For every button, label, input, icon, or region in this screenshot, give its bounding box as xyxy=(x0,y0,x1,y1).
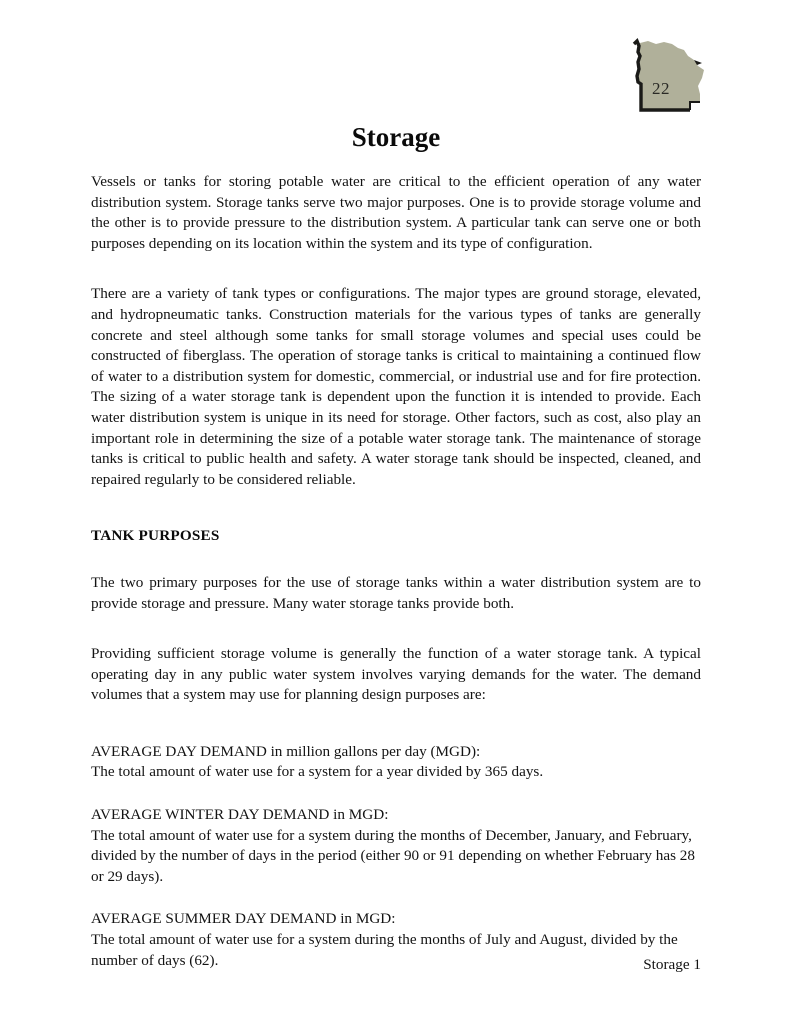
page-footer: Storage 1 xyxy=(643,956,701,973)
paragraph-tank-purposes-1: The two primary purposes for the use of storage tanks within a water distribution system are to provide storage and pressure. Many water storage tanks provide both. xyxy=(91,573,701,612)
chapter-number: 22 xyxy=(652,79,670,98)
minnesota-state-badge xyxy=(628,36,708,120)
definition-body: The total amount of water use for a system during the months of July and August, divided by the number of days (62). xyxy=(91,931,678,969)
definition-body: The total amount of water use for a system during the months of December, January, and February, divided by the number of days in the period (either 90 or 91 depending on whether February has 28 or 29 days). xyxy=(91,826,695,885)
paragraph-tank-purposes-2: Providing sufficient storage volume is generally the function of a water storage tank. A typical operating day in any public water system involves varying demands for the water. The demand volumes that a system may use for planning design purposes are: xyxy=(91,645,701,704)
paragraph-tank-types: There are a variety of tank types or configurations. The major types are ground storage, elevated, and hydropneumatic tanks. Construction materials for the various types of tanks are generally concrete and steel although some tanks for small storage volumes and special uses could be constructed of fiberglass. The operation of storage tanks is critical to maintaining a continued flow of water to a distribution system for domestic, commercial, or industrial use and for fire protection. The sizing of a water storage tank is dependent upon the function it is intended to provide. Each water distribution system is unique in its need for storage. Other factors, such as cost, also play an important role in determining the size of a potable water storage tank. The maintenance of storage tanks is critical to public health and safety. A water storage tank should be inspected, cleaned, and repaired regularly to be considered reliable. xyxy=(91,285,701,488)
paragraph-spacer-2 xyxy=(91,628,701,644)
definition-item xyxy=(91,742,701,783)
definition-spacer-1 xyxy=(91,783,701,805)
heading-spacer xyxy=(91,547,701,573)
definition-body: The total amount of water use for a system for a year divided by 365 days. xyxy=(91,763,544,781)
definitions-spacer xyxy=(91,720,701,742)
page-title: Storage xyxy=(351,122,441,152)
definition-term: AVERAGE SUMMER DAY DEMAND in MGD: xyxy=(91,910,396,928)
definition-spacer-2 xyxy=(91,887,701,909)
document-content xyxy=(91,172,701,971)
paragraph-intro: Vessels or tanks for storing potable water are critical to the efficient operation of any water distribution system. Storage tanks serve two major purposes. One is to provide storage volume and the other is to provide pressure to the distribution system. A particular tank can serve one or both purposes depending on its location within the system and its type of configuration. xyxy=(91,173,701,252)
definition-term: AVERAGE DAY DEMAND in million gallons per day (MGD): xyxy=(91,742,481,760)
section-heading-tank-purposes: TANK PURPOSES xyxy=(91,527,220,545)
definition-item xyxy=(91,805,701,887)
minnesota-state-outline-icon xyxy=(628,36,708,120)
definition-term: AVERAGE WINTER DAY DEMAND in MGD: xyxy=(91,806,389,824)
section-spacer xyxy=(91,504,701,526)
paragraph-spacer xyxy=(91,268,701,284)
